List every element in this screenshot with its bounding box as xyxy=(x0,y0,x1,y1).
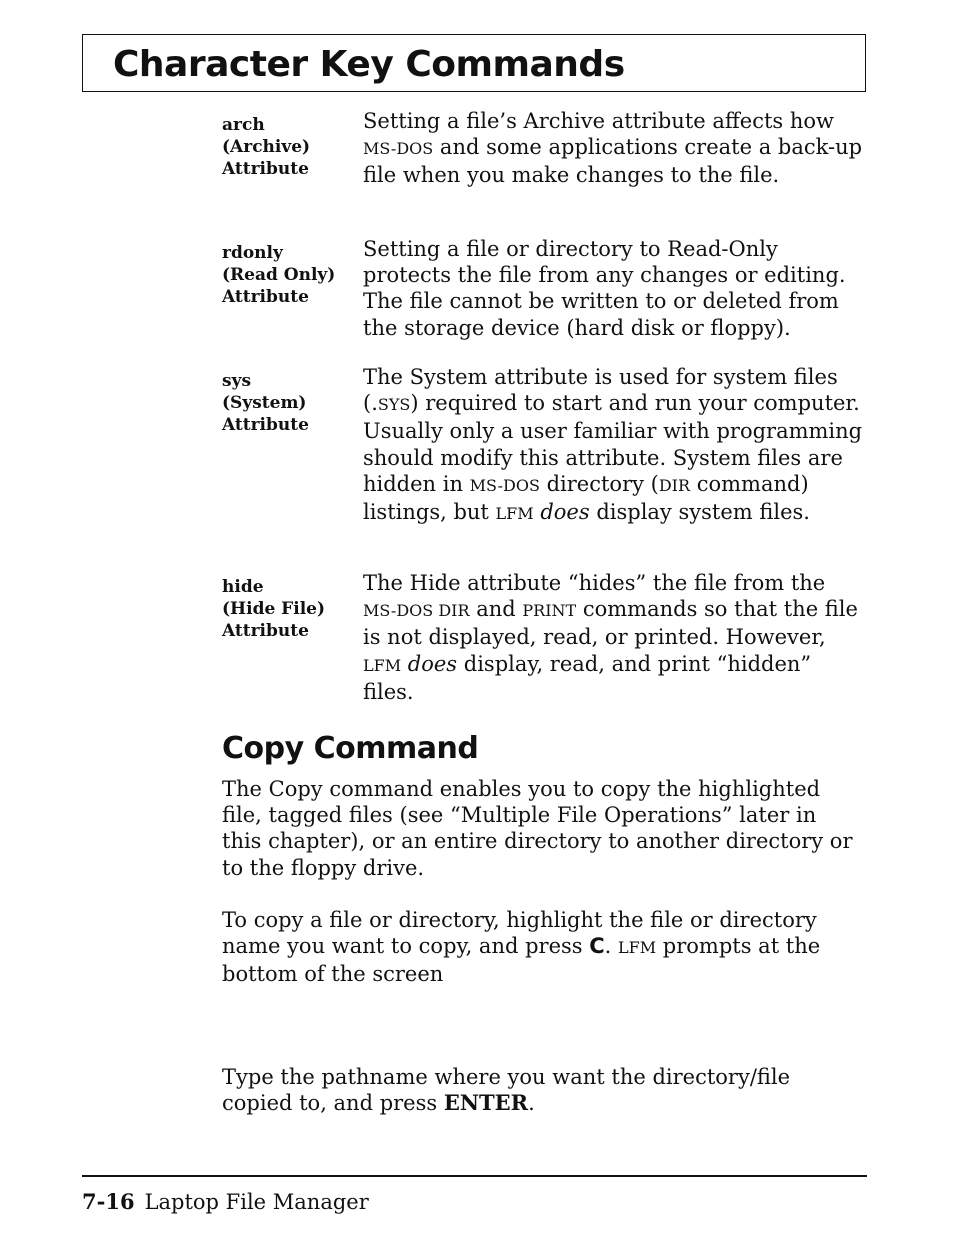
body-paragraph xyxy=(222,907,862,988)
small-caps-term: MS-DOS xyxy=(363,139,434,159)
page-title-box xyxy=(82,34,866,92)
text-run: and xyxy=(469,597,523,622)
small-caps-term: DIR xyxy=(658,475,691,495)
attribute-term xyxy=(222,114,357,180)
term-line: sys xyxy=(222,371,252,391)
text-run: display, read, and print “hidden” files. xyxy=(363,651,812,704)
small-caps-term: MS-DOS DIR xyxy=(363,601,470,621)
term-line: (System) xyxy=(222,393,307,413)
term-line: Attribute xyxy=(222,287,309,307)
attribute-description xyxy=(363,236,863,341)
text-run: Type the pathname where you want the directory/file copied to, and press xyxy=(222,1065,791,1116)
small-caps-term: MS-DOS xyxy=(469,475,540,495)
text-run: display system files. xyxy=(589,500,810,525)
small-caps-term: LFM xyxy=(618,938,657,958)
attribute-description xyxy=(363,570,863,705)
footer-divider xyxy=(82,1175,867,1177)
key-name: C xyxy=(589,934,605,959)
attribute-term xyxy=(222,576,357,642)
term-line: Attribute xyxy=(222,415,309,435)
emphasis-text: does xyxy=(540,500,590,525)
text-run: The System attribute is used for system files (. xyxy=(363,365,838,416)
text-run: The Copy command enables you to copy the highlighted file, tagged files (see “Multiple File Operations” later in this chapter), or an entire directory to another directory or to the floppy drive. xyxy=(222,777,853,880)
key-name: ENTER xyxy=(443,1090,529,1116)
section-heading: Copy Command xyxy=(222,731,479,766)
page-title: Character Key Commands xyxy=(113,44,625,85)
attribute-description xyxy=(363,364,863,527)
text-run: To copy a file or directory, highlight the file or directory name you want to copy, and press xyxy=(222,908,817,959)
term-line: hide xyxy=(222,577,264,597)
term-line: (Archive) xyxy=(222,137,311,157)
term-line: Attribute xyxy=(222,621,309,641)
text-run: The Hide attribute “hides” the file from the xyxy=(363,571,826,595)
text-run xyxy=(401,652,408,676)
text-run: and some applications create a back-up file when you make changes to the file. xyxy=(363,135,863,188)
page-footer xyxy=(82,1188,369,1216)
text-run: . xyxy=(604,934,619,959)
attribute-term xyxy=(222,242,357,308)
attribute-term xyxy=(222,370,357,436)
body-paragraph xyxy=(222,776,862,881)
term-line: (Read Only) xyxy=(222,265,336,285)
text-run: . xyxy=(528,1091,535,1116)
small-caps-term: SYS xyxy=(377,395,411,415)
text-run: prompts at the bottom of the screen xyxy=(222,934,821,987)
term-line: Attribute xyxy=(222,159,309,179)
text-run: directory ( xyxy=(539,471,659,496)
small-caps-term: LFM xyxy=(495,504,534,524)
book-title: Laptop File Manager xyxy=(144,1190,369,1214)
term-line: arch xyxy=(222,115,265,135)
text-run: command) listings, but xyxy=(363,471,809,525)
attribute-description xyxy=(363,108,863,189)
text-run: Setting a file’s Archive attribute affects how xyxy=(363,109,835,133)
text-run: Setting a file or directory to Read-Only protects the file from any changes or editing. The file cannot be written to or deleted from the storage device (hard disk or floppy). xyxy=(363,237,846,340)
term-line: (Hide File) xyxy=(222,599,326,619)
small-caps-term: PRINT xyxy=(522,601,577,621)
emphasis-text: does xyxy=(407,651,458,676)
text-run: ) required to start and run your computer. Usually only a user familiar with programming should modify this attribute. System files are hidden in xyxy=(363,391,863,496)
term-line: rdonly xyxy=(222,243,283,263)
text-run: commands so that the file is not displayed, read, or printed. However, xyxy=(363,597,858,650)
small-caps-term: LFM xyxy=(363,655,402,675)
body-paragraph xyxy=(222,1064,862,1116)
page-number: 7-16 xyxy=(82,1189,135,1214)
